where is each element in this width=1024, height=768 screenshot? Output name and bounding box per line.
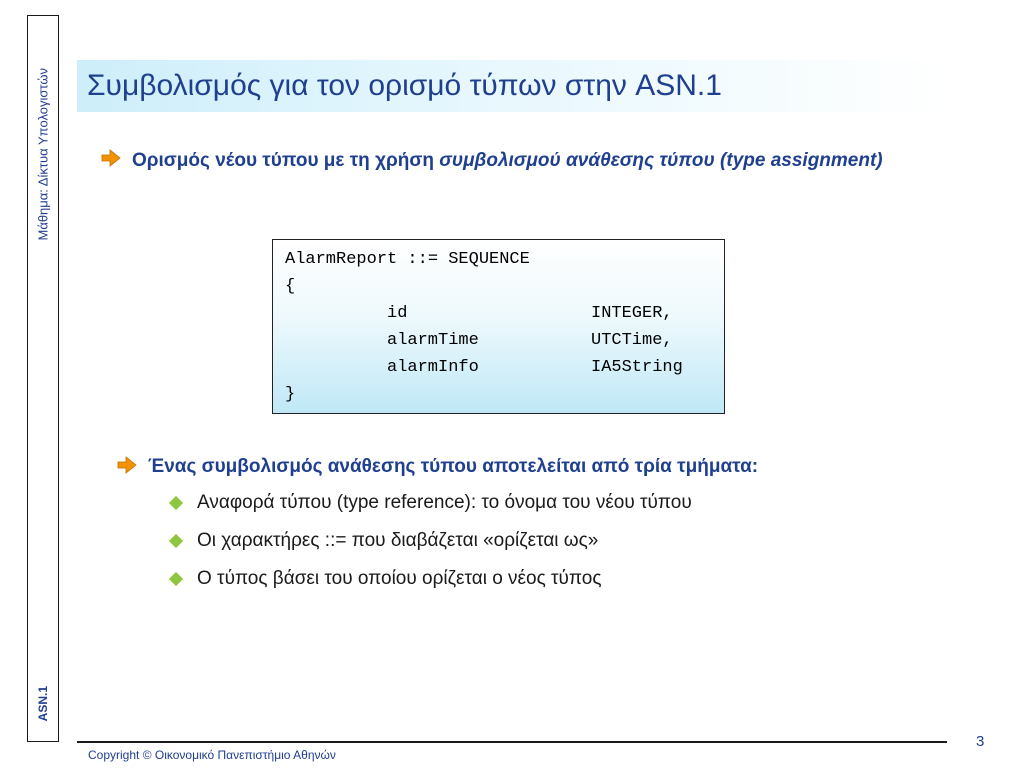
bullet-text-plain: Ορισμός νέου τύπου με τη χρήση bbox=[132, 150, 440, 171]
footer-divider bbox=[77, 741, 947, 743]
code-field-type: IA5String bbox=[591, 358, 683, 377]
copyright-text: Copyright © Οικονομικό Πανεπιστήμιο Αθηνών bbox=[88, 748, 336, 762]
list-item bbox=[168, 560, 928, 598]
list-item-text: Αναφορά τύπου (type reference): το όνομα του νέου τύπου bbox=[197, 492, 692, 513]
code-line-header: AlarmReport ::= SEQUENCE bbox=[285, 250, 530, 269]
bullet-text bbox=[132, 146, 883, 175]
arrow-right-icon bbox=[100, 147, 122, 169]
code-field-type: INTEGER, bbox=[591, 304, 673, 323]
bullet-three-parts bbox=[116, 453, 946, 481]
diamond-icon bbox=[169, 496, 183, 510]
code-open-brace: { bbox=[285, 277, 296, 296]
code-close-brace: } bbox=[285, 385, 296, 404]
bullet-text-italic: συμβολισμού ανάθεσης τύπου (type assignment) bbox=[439, 150, 883, 171]
bullet-type-assignment bbox=[100, 146, 940, 175]
code-field-type: UTCTime, bbox=[591, 331, 673, 350]
title-bar bbox=[77, 60, 948, 112]
list-item-text: Ο τύπος βάσει του οποίου ορίζεται ο νέος τύπος bbox=[197, 568, 602, 589]
slide-title: Συμβολισμός για τον ορισμό τύπων στην ASN.1 bbox=[87, 69, 722, 102]
code-box bbox=[272, 239, 725, 414]
list-item bbox=[168, 484, 928, 522]
bullet-text: Ένας συμβολισμός ανάθεσης τύπου αποτελείται από τρία τμήματα: bbox=[148, 456, 759, 477]
code-field-name: id bbox=[387, 304, 408, 323]
diamond-icon bbox=[169, 534, 183, 548]
sub-bullet-list bbox=[168, 484, 928, 598]
diamond-icon bbox=[169, 572, 183, 586]
code-field-row bbox=[285, 327, 724, 354]
code-field-row bbox=[285, 300, 724, 327]
sidebar-topic-label: ASN.1 bbox=[36, 685, 50, 721]
list-item-text: Οι χαρακτήρες ::= που διαβάζεται «ορίζεται ως» bbox=[197, 530, 599, 551]
page-number: 3 bbox=[976, 733, 985, 750]
sidebar bbox=[27, 15, 59, 742]
list-item bbox=[168, 522, 928, 560]
code-field-name: alarmTime bbox=[387, 331, 479, 350]
arrow-right-icon bbox=[116, 454, 138, 476]
code-field-row bbox=[285, 354, 724, 381]
sidebar-course-label: Μάθημα: Δίκτυα Υπολογιστών bbox=[35, 68, 51, 241]
code-field-name: alarmInfo bbox=[387, 358, 479, 377]
